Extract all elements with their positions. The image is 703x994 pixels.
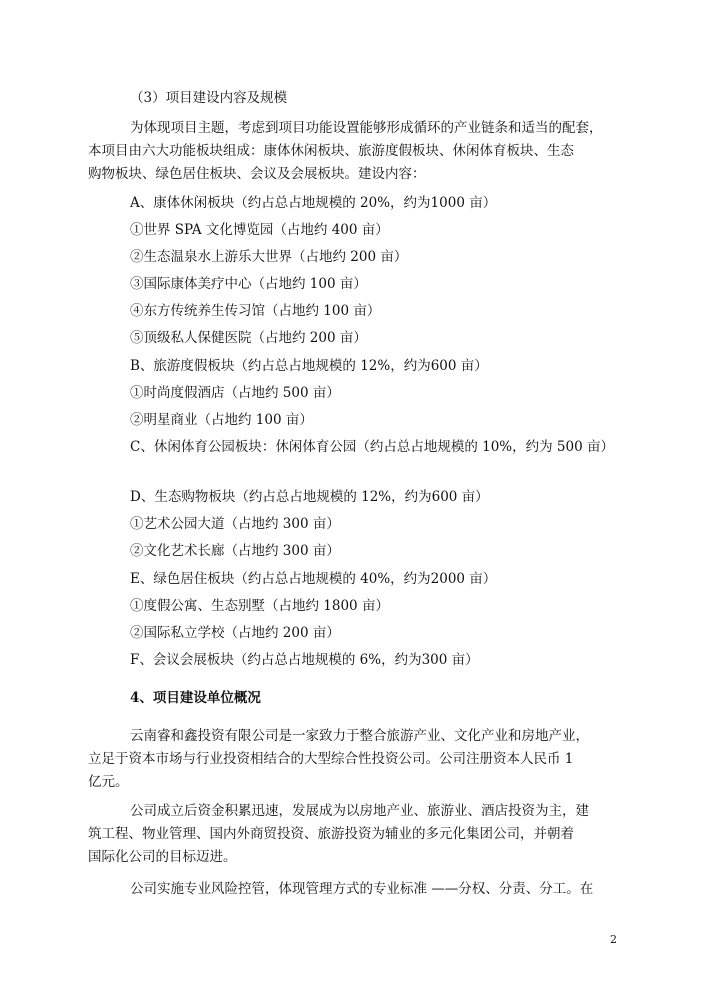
list-item-f: F、会议会展板块（约占总占地规模的 6%，约为300 亩） [130, 652, 479, 668]
list-item-e: E、绿色居住板块（约占总占地规模的 40%，约为2000 亩） [130, 571, 497, 587]
section-4-heading: 4、项目建设单位概况 [130, 690, 261, 706]
list-item-a-1: ①世界 SPA 文化博览园（占地约 400 亩） [130, 222, 389, 238]
list-item-b: B、旅游度假板块（约占总占地规模的 12%，约为600 亩） [130, 358, 488, 374]
list-item-a-3: ③国际康体美疗中心（占地约 100 亩） [130, 276, 367, 292]
company-paragraph-1-line-1: 云南睿和鑫投资有限公司是一家致力于整合旅游产业、文化产业和房地产业， [130, 728, 589, 744]
company-paragraph-2-line-2: 筑工程、物业管理、国内外商贸投资、旅游投资为辅业的多元化集团公司，并朝着 [88, 826, 574, 842]
company-paragraph-3-line-1: 公司实施专业风险控管，体现管理方式的专业标准 ——分权、分责、分工。在 [130, 881, 594, 897]
list-item-a-5: ⑤顶级私人保健医院（占地约 200 亩） [130, 330, 367, 346]
list-item-a-4: ④东方传统养生传习馆（占地约 100 亩） [130, 303, 381, 319]
list-item-e-1: ①度假公寓、生态别墅（占地约 1800 亩） [130, 598, 389, 614]
section-3-heading: （3）项目建设内容及规模 [130, 90, 288, 106]
list-item-e-2: ②国际私立学校（占地约 200 亩） [130, 625, 340, 641]
list-item-c: C、休闲体育公园板块：休闲体育公园（约占总占地规模的 10%，约为 500 亩） [130, 439, 614, 455]
list-item-d-1: ①艺术公园大道（占地约 300 亩） [130, 516, 340, 532]
list-item-d-2: ②文化艺术长廊（占地约 300 亩） [130, 543, 340, 559]
company-paragraph-1-line-3: 亿元。 [88, 774, 129, 790]
intro-line-3: 购物板块、绿色居住板块、会议及会展板块。建设内容： [88, 166, 426, 182]
page-number: 2 [610, 933, 617, 946]
company-paragraph-2-line-3: 国际化公司的目标迈进。 [88, 849, 237, 865]
intro-line-2: 本项目由六大功能板块组成：康体休闲板块、旅游度假板块、休闲体育板块、生态 [88, 143, 574, 159]
list-item-a-2: ②生态温泉水上游乐大世界（占地约 200 亩） [130, 249, 408, 265]
intro-line-1: 为体现项目主题，考虑到项目功能设置能够形成循环的产业链条和适当的配套， [130, 120, 603, 136]
list-item-d: D、生态购物板块（约占总占地规模的 12%，约为600 亩） [130, 489, 489, 505]
list-item-b-1: ①时尚度假酒店（占地约 500 亩） [130, 385, 340, 401]
list-item-b-2: ②明星商业（占地约 100 亩） [130, 412, 313, 428]
company-paragraph-1-line-2: 立足于资本市场与行业投资相结合的大型综合性投资公司。公司注册资本人民币 1 [88, 751, 574, 767]
company-paragraph-2-line-1: 公司成立后资金积累迅速，发展成为以房地产业、旅游业、酒店投资为主，建 [130, 803, 589, 819]
list-item-a: A、康体休闲板块（约占总占地规模的 20%，约为1000 亩） [130, 195, 497, 211]
